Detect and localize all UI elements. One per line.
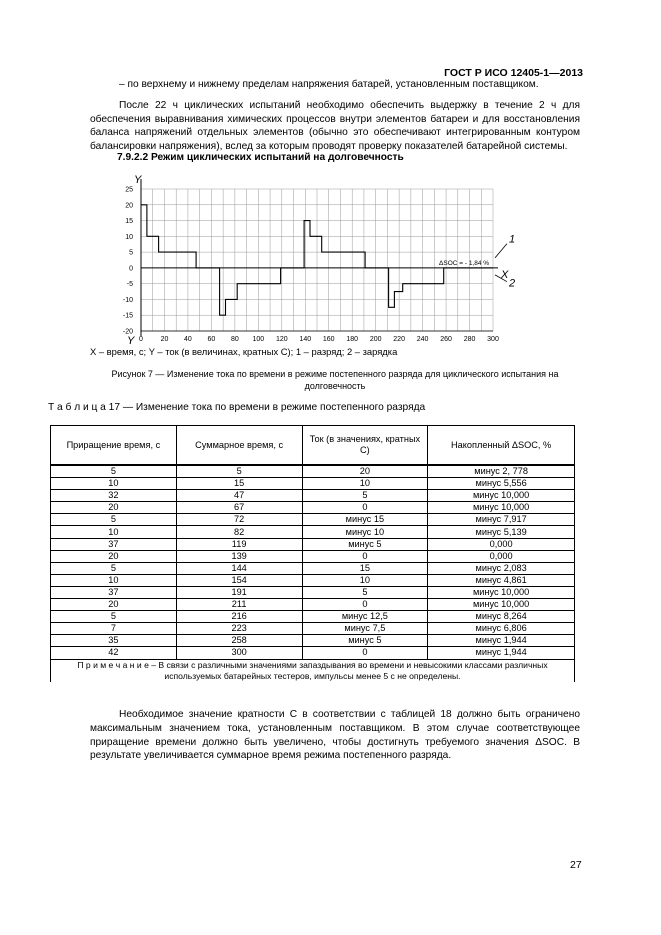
table-row <box>51 574 575 586</box>
table-cell: 5 <box>302 586 428 598</box>
header-total-time: Суммарное время, с <box>176 426 302 466</box>
table-cell: минус 1,944 <box>428 647 575 659</box>
table-cell: 67 <box>176 502 302 514</box>
table-cell: 0 <box>302 550 428 562</box>
table-row <box>51 514 575 526</box>
closing-paragraph: Необходимое значение кратности C в соответствии с таблицей 18 должно быть ограничено максимальным значением тока, установленным поставщиком. В этом случае соответствующее приращение времени должно быть увеличено, чтобы достигнуть требуемого значения ΔSOC. В результате увеличивается суммарное время режима постепенного разряда. <box>90 709 580 762</box>
leader-line-1 <box>495 244 507 258</box>
table-cell: 15 <box>302 562 428 574</box>
x-tick-label: 180 <box>346 336 359 343</box>
table-cell: 10 <box>302 574 428 586</box>
table-cell: 300 <box>176 647 302 659</box>
current-time-chart <box>110 163 530 345</box>
y-tick-label: -10 <box>122 296 133 304</box>
table-cell: 0 <box>302 647 428 659</box>
x-tick-label: 160 <box>322 336 335 343</box>
x-tick-label: 60 <box>207 336 216 343</box>
x-tick-label: 120 <box>275 336 288 343</box>
intro-paragraph: После 22 ч циклических испытаний необходимо обеспечить выдержку в течение 2 ч для обеспечения выравнивания химических процессов внутри элементов батареи и для восстановления баланса напряжений отдельных элементов (обычно это обеспечивают интегрированным контуром балансировки напряжения), вслед за которым проводят проверку показателей батарейной системы. <box>90 100 580 152</box>
table-row <box>51 647 575 659</box>
table-cell: 20 <box>51 502 177 514</box>
table-cell: минус 2,083 <box>428 562 575 574</box>
table-cell: 47 <box>176 490 302 502</box>
table-cell: 191 <box>176 586 302 598</box>
label-2-charge: 2 <box>509 277 516 290</box>
table-row <box>51 550 575 562</box>
table-cell: 0,000 <box>428 538 575 550</box>
table-cell: 0,000 <box>428 550 575 562</box>
x-axis-label: X <box>501 268 509 281</box>
y-tick-label: -15 <box>122 312 133 320</box>
intro-line: – по верхнему и нижнему пределам напряжения батарей, установленным поставщиком. <box>119 79 539 90</box>
table-cell: 0 <box>302 502 428 514</box>
table-cell: минус 10,000 <box>428 502 575 514</box>
table-cell: 5 <box>176 465 302 478</box>
table-row <box>51 623 575 635</box>
table-cell: 20 <box>51 599 177 611</box>
table-cell: 15 <box>176 478 302 490</box>
y-tick-label: 10 <box>125 233 133 241</box>
y-tick-label: 25 <box>125 186 133 194</box>
x-tick-label: 20 <box>160 336 169 343</box>
table-row <box>51 599 575 611</box>
table-row <box>51 611 575 623</box>
x-tick-label: 300 <box>487 336 499 343</box>
table-cell: 154 <box>176 574 302 586</box>
table-cell: 5 <box>51 611 177 623</box>
table-cell: минус 10,000 <box>428 599 575 611</box>
x-tick-label: 80 <box>230 336 239 343</box>
label-1-discharge: 1 <box>509 233 516 246</box>
table-cell: 258 <box>176 635 302 647</box>
x-tick-label: 40 <box>184 336 192 343</box>
table-row <box>51 478 575 490</box>
header-current: Ток (в значениях, кратных C) <box>302 426 428 466</box>
table-row <box>51 635 575 647</box>
y-axis-label: Y <box>134 174 142 186</box>
table-cell: 10 <box>302 478 428 490</box>
table-cell: 10 <box>51 574 177 586</box>
table-cell: 5 <box>51 465 177 478</box>
table-cell: 5 <box>51 562 177 574</box>
table-cell: минус 2, 778 <box>428 465 575 478</box>
x-tick-label: 200 <box>369 336 382 343</box>
table-cell: минус 12,5 <box>302 611 428 623</box>
table-cell: 5 <box>51 514 177 526</box>
table-note: П р и м е ч а н и е – В связи с различными значениями запаздывания во времени и невысокими классами различных используемых батарейных тестеров, импульсы менее 5 с не определены. <box>51 659 575 682</box>
table-cell: минус 6,806 <box>428 623 575 635</box>
table-cell: 5 <box>302 490 428 502</box>
chart-axes <box>141 179 498 336</box>
x-tick-label: 0 <box>139 336 143 343</box>
table-cell: 35 <box>51 635 177 647</box>
table-cell: минус 4,861 <box>428 574 575 586</box>
document-header: ГОСТ Р ИСО 12405-1—2013 <box>444 67 583 79</box>
table-cell: 20 <box>51 550 177 562</box>
table-title: Т а б л и ц а 17 — Изменение тока по времени в режиме постепенного разряда <box>48 402 426 413</box>
table-row <box>51 526 575 538</box>
table-cell: 72 <box>176 514 302 526</box>
x-tick-label: 260 <box>440 336 452 343</box>
table-cell: минус 8,264 <box>428 611 575 623</box>
table-cell: 119 <box>176 538 302 550</box>
x-tick-label: 240 <box>416 336 429 343</box>
table-row <box>51 490 575 502</box>
table-cell: минус 5 <box>302 538 428 550</box>
table-row <box>51 538 575 550</box>
figure-legend: X – время, с; Y – ток (в величинах, кратных C); 1 – разряд; 2 – зарядка <box>90 346 398 357</box>
table-cell: минус 5,139 <box>428 526 575 538</box>
x-tick-label: 140 <box>299 336 312 343</box>
table-cell: 37 <box>51 538 177 550</box>
table-cell: 10 <box>51 478 177 490</box>
table-cell: 223 <box>176 623 302 635</box>
table-cell: 144 <box>176 562 302 574</box>
table-row <box>51 562 575 574</box>
table-cell: 211 <box>176 599 302 611</box>
page-number: 27 <box>570 859 582 871</box>
table-cell: минус 10,000 <box>428 490 575 502</box>
table-cell: минус 10 <box>302 526 428 538</box>
table-cell: 37 <box>51 586 177 598</box>
table-cell: минус 5 <box>302 635 428 647</box>
x-tick-label: 220 <box>393 336 405 343</box>
y-tick-label: 5 <box>129 249 133 257</box>
x-tick-label: 100 <box>252 336 265 343</box>
delta-soc-annotation: ΔSOC = - 1,84 % <box>439 259 490 267</box>
table-cell: минус 7,5 <box>302 623 428 635</box>
table-row <box>51 502 575 514</box>
current-table <box>50 425 575 682</box>
table-cell: 20 <box>302 465 428 478</box>
x-tick-label: 280 <box>463 336 476 343</box>
table-row <box>51 465 575 478</box>
section-title: 7.9.2.2 Режим циклических испытаний на долговечность <box>117 152 404 163</box>
header-increment: Приращение время, с <box>51 426 177 466</box>
table-cell: минус 10,000 <box>428 586 575 598</box>
table-cell: минус 15 <box>302 514 428 526</box>
table-cell: минус 7,917 <box>428 514 575 526</box>
table-cell: 10 <box>51 526 177 538</box>
table-cell: 139 <box>176 550 302 562</box>
y-tick-label: 0 <box>129 265 133 273</box>
table-row <box>51 586 575 598</box>
table-cell: 82 <box>176 526 302 538</box>
y-tick-label: -5 <box>126 281 133 289</box>
table-cell: 0 <box>302 599 428 611</box>
table-cell: минус 5,556 <box>428 478 575 490</box>
table-cell: 216 <box>176 611 302 623</box>
y-tick-label: -20 <box>122 328 133 336</box>
y-tick-label: 15 <box>125 218 133 226</box>
table-cell: 7 <box>51 623 177 635</box>
table-cell: минус 1,944 <box>428 635 575 647</box>
figure-caption: Рисунок 7 — Изменение тока по времени в режиме постепенного разряда для циклического испытания на долговечность <box>111 369 559 391</box>
y-tick-label: 20 <box>125 202 133 210</box>
y-axis-label-bottom: Y <box>127 335 135 345</box>
table-cell: 42 <box>51 647 177 659</box>
header-delta-soc: Накопленный ΔSOC, % <box>428 426 575 466</box>
table-cell: 32 <box>51 490 177 502</box>
